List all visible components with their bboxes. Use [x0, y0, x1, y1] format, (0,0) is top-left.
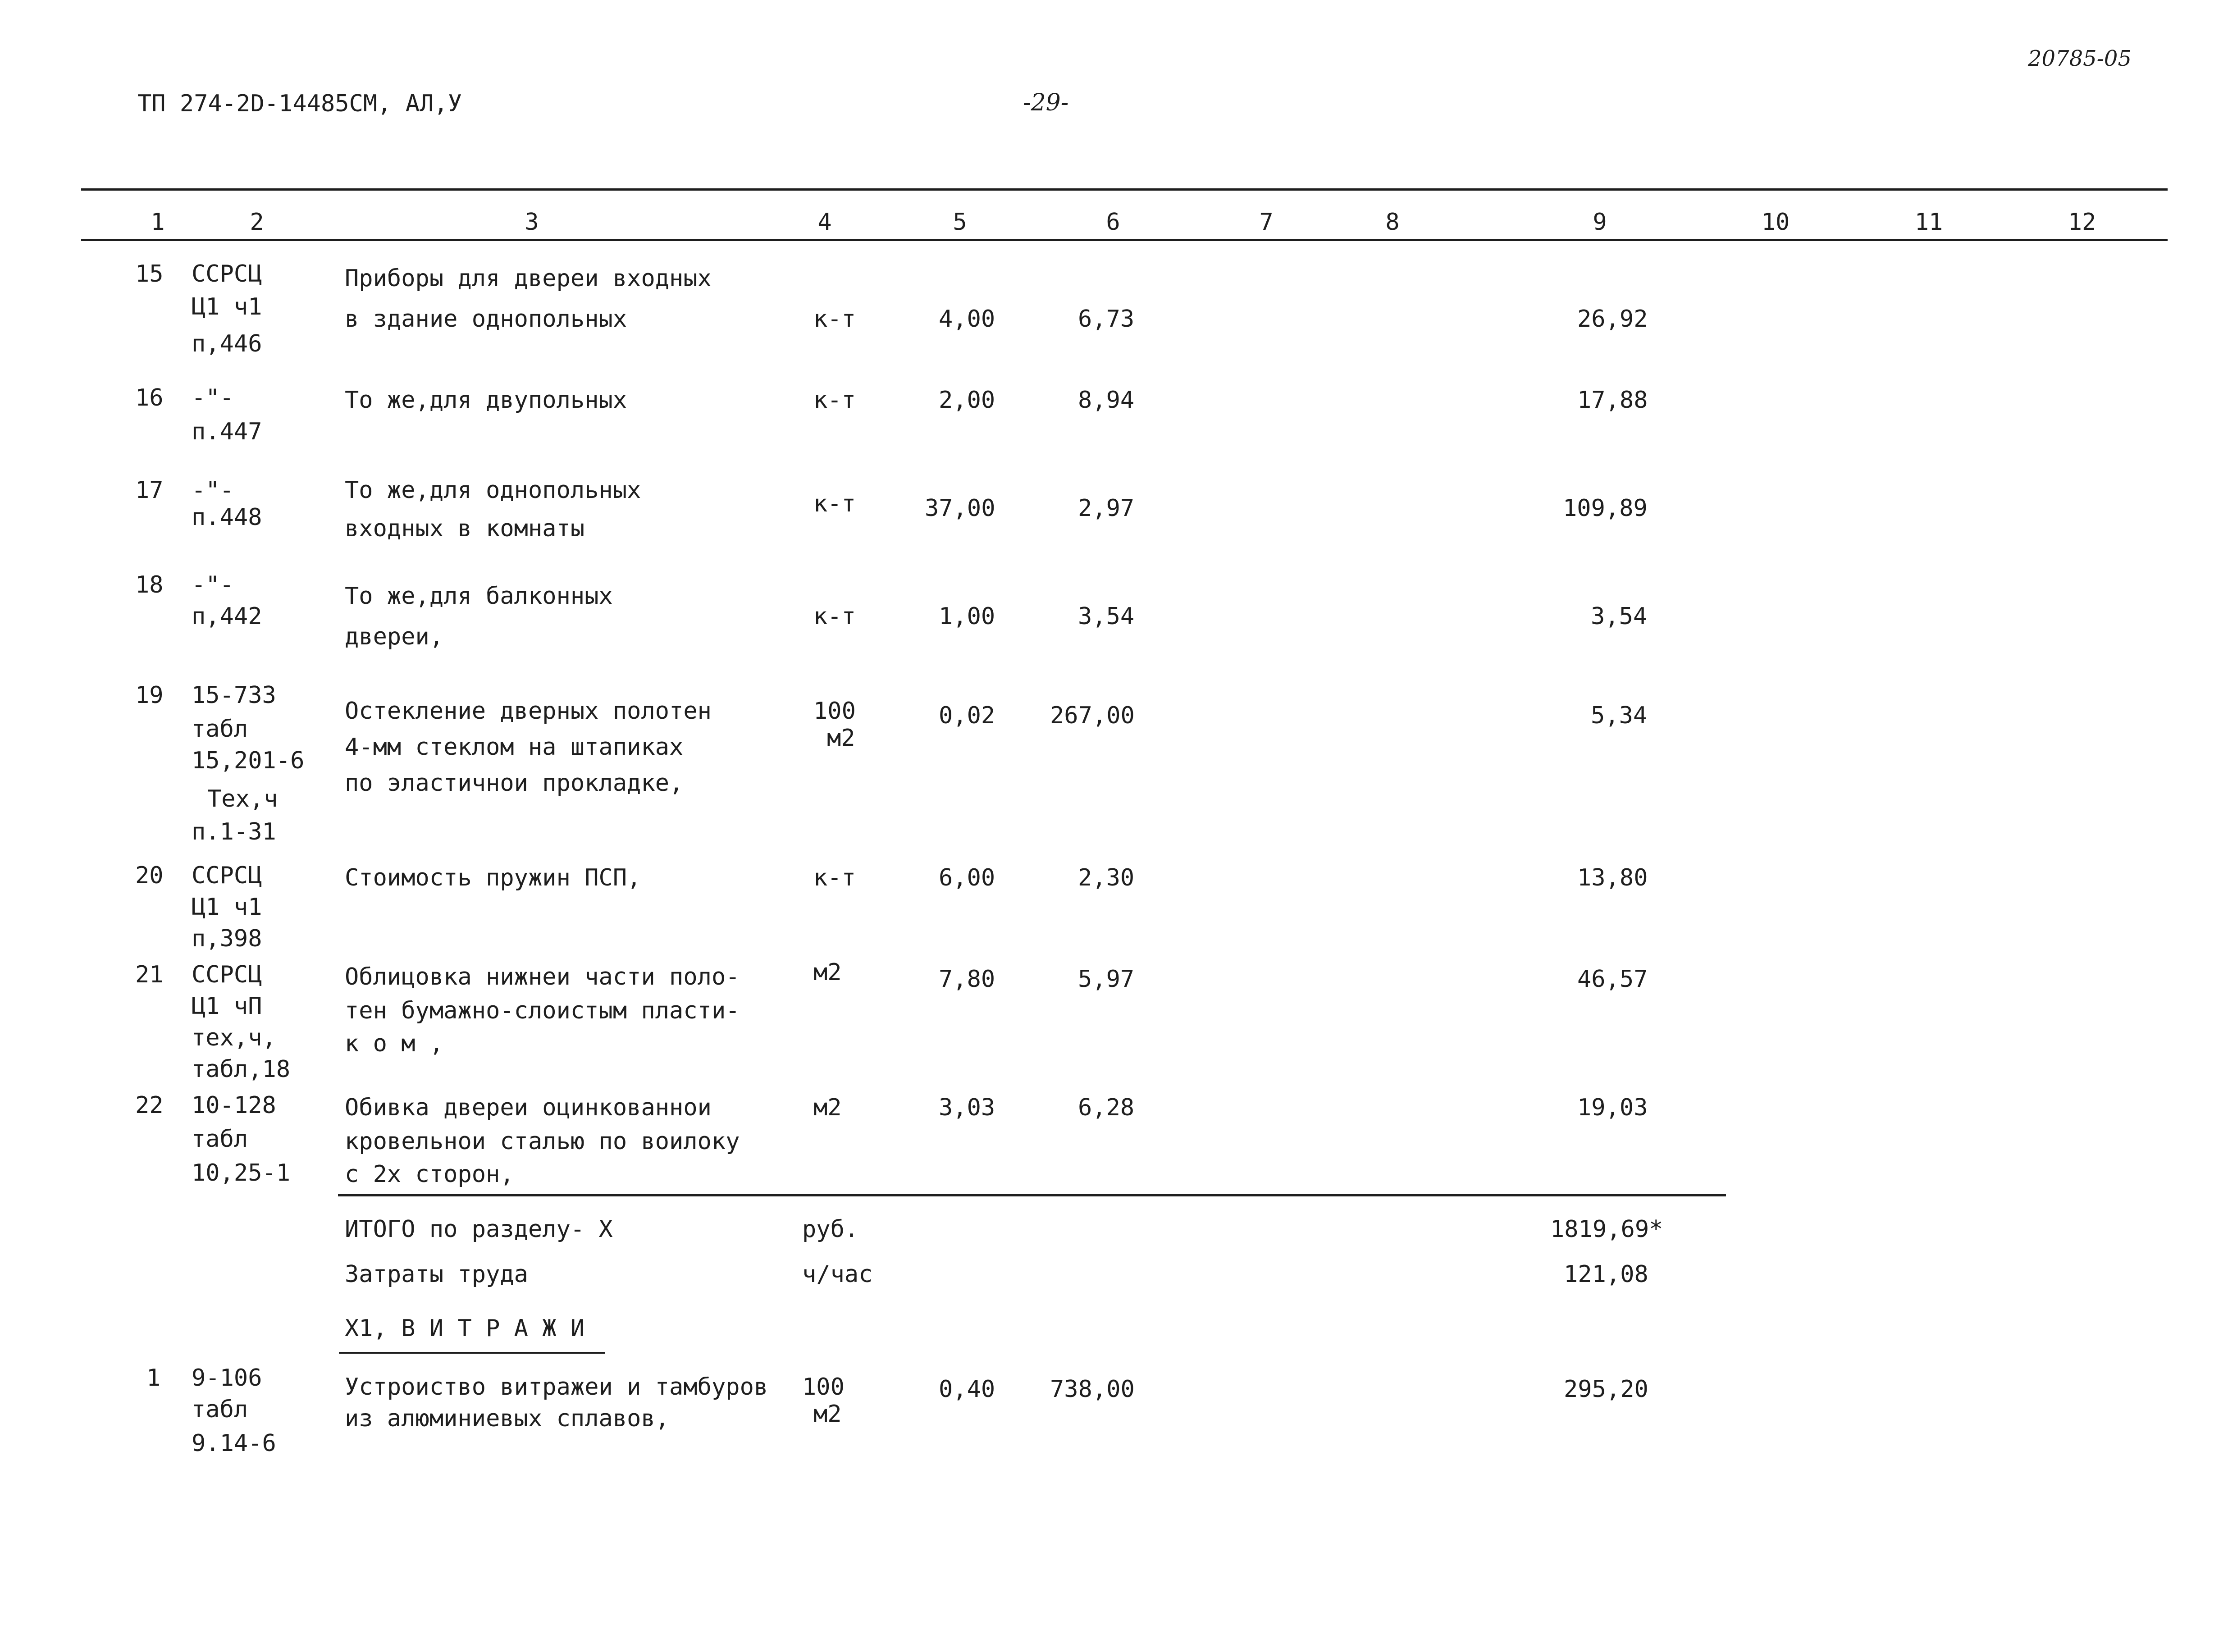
total-cost: 13,80	[1577, 864, 1648, 891]
column-number: 11	[1914, 209, 1943, 236]
column-number: 10	[1761, 209, 1790, 236]
total-cost: 109,89	[1563, 495, 1648, 522]
quantity: 2,00	[939, 387, 995, 414]
reference-line: табл,18	[192, 1056, 291, 1083]
total-cost: 17,88	[1577, 387, 1648, 414]
quantity: 7,80	[939, 966, 995, 993]
reference-line: Ц1 ч1	[192, 293, 262, 320]
column-number: 9	[1593, 209, 1607, 236]
description-line: Приборы для двереи входных	[345, 265, 712, 292]
unit: м2	[827, 725, 855, 752]
reference-line: ССРСЦ	[192, 862, 262, 889]
unit: 100	[813, 698, 856, 725]
description-line: То же,для однопольных	[345, 477, 641, 504]
description-line: к о м ,	[345, 1030, 444, 1057]
unit-price: 2,30	[1078, 864, 1135, 891]
reference-line: ССРСЦ	[192, 961, 262, 988]
row-number: 15	[135, 260, 164, 288]
column-number: 4	[817, 209, 832, 236]
description-line: тен бумажно-слоистым пласти-	[345, 997, 740, 1024]
description-line: Устроиство витражеи и тамбуров	[345, 1374, 768, 1401]
description-line: с 2х сторон,	[345, 1161, 514, 1188]
quantity: 3,03	[939, 1094, 995, 1121]
row-number: 20	[135, 862, 164, 889]
section-heading-underline	[339, 1352, 605, 1354]
column-number: 8	[1385, 209, 1400, 236]
description-line: Остекление дверных полотен	[345, 698, 712, 725]
unit-price: 6,28	[1078, 1094, 1135, 1121]
table-top-rule	[81, 188, 2168, 191]
description-line: Стоимость пружин ПСП,	[345, 864, 641, 891]
reference-line: п.1-31	[192, 818, 276, 845]
unit-price: 267,00	[1050, 702, 1135, 729]
unit: к-т	[813, 490, 856, 517]
section-total-rule	[338, 1194, 1726, 1196]
quantity: 4,00	[939, 306, 995, 333]
unit: к-т	[813, 306, 856, 333]
total-cost: 46,57	[1577, 966, 1648, 993]
unit-price: 2,97	[1078, 495, 1135, 522]
column-number: 12	[2068, 209, 2096, 236]
description-line: 4-мм стеклом на штапиках	[345, 734, 684, 761]
unit: м2	[813, 1094, 842, 1121]
description-line: из алюминиевых сплавов,	[345, 1405, 670, 1432]
reference-line: табл	[192, 716, 248, 743]
reference-line: -"-	[192, 571, 234, 598]
archive-number: 20785-05	[2028, 46, 2132, 71]
labor-value: 121,08	[1564, 1261, 1648, 1288]
description-line: в здание однопольных	[345, 306, 627, 333]
total-label: ИТОГО по разделу- Х	[345, 1216, 613, 1243]
reference-line: п,398	[192, 925, 262, 952]
unit: м2	[813, 1401, 842, 1428]
document-code: ТП 274-2D-14485СМ, АЛ,У	[137, 90, 462, 117]
reference-line: 10-128	[192, 1092, 276, 1119]
quantity: 37,00	[925, 495, 995, 522]
row-number: 19	[135, 682, 164, 709]
description-line: Обивка двереи оцинкованнои	[345, 1094, 712, 1121]
row-number: 16	[135, 384, 164, 411]
description-line: Облицовка нижнеи части поло-	[345, 963, 740, 990]
reference-line: табл	[192, 1126, 248, 1153]
description-line: входных в комнаты	[345, 515, 585, 542]
reference-line: -"-	[192, 384, 234, 411]
unit: м2	[813, 959, 842, 986]
quantity: 0,02	[939, 702, 995, 729]
reference-line: п,446	[192, 330, 262, 357]
description-line: То же,для балконных	[345, 583, 613, 610]
column-number: 3	[525, 209, 539, 236]
row-number: 22	[135, 1092, 164, 1119]
total-cost: 5,34	[1591, 702, 1648, 729]
reference-line: Тех,ч	[207, 785, 278, 812]
unit: к-т	[813, 864, 856, 891]
reference-line: 9.14-6	[192, 1430, 276, 1457]
column-number: 5	[953, 209, 967, 236]
column-number: 7	[1259, 209, 1274, 236]
unit-price: 5,97	[1078, 966, 1135, 993]
description-line: по эластичнои прокладке,	[345, 770, 684, 797]
quantity: 6,00	[939, 864, 995, 891]
column-number: 2	[250, 209, 264, 236]
quantity: 1,00	[939, 603, 995, 630]
reference-line: п,442	[192, 603, 262, 630]
reference-line: Ц1 чП	[192, 993, 262, 1020]
row-number: 17	[135, 477, 164, 504]
section-heading: Х1, В И Т Р А Ж И	[345, 1315, 585, 1342]
column-number: 6	[1106, 209, 1120, 236]
quantity: 0,40	[939, 1376, 995, 1403]
unit-price: 8,94	[1078, 387, 1135, 414]
total-cost: 3,54	[1591, 603, 1648, 630]
reference-line: ССРСЦ	[192, 260, 262, 288]
row-number: 1	[146, 1364, 161, 1392]
description-line: То же,для двупольных	[345, 387, 627, 414]
page-number: -29-	[1023, 89, 1069, 116]
reference-line: -"-	[192, 477, 234, 504]
reference-line: 15,201-6	[192, 747, 305, 774]
reference-line: п.448	[192, 504, 262, 531]
unit: к-т	[813, 387, 856, 414]
unit-price: 6,73	[1078, 306, 1135, 333]
row-number: 18	[135, 571, 164, 598]
total-cost: 295,20	[1564, 1376, 1648, 1403]
unit: 100	[802, 1374, 845, 1401]
total-cost: 19,03	[1577, 1094, 1648, 1121]
unit-price: 738,00	[1050, 1376, 1135, 1403]
row-number: 21	[135, 961, 164, 988]
column-number: 1	[151, 209, 165, 236]
reference-line: тех,ч,	[192, 1024, 276, 1051]
reference-line: табл	[192, 1396, 248, 1423]
unit: к-т	[813, 603, 856, 630]
total-cost: 26,92	[1577, 306, 1648, 333]
reference-line: п.447	[192, 418, 262, 445]
total-value: 1819,69*	[1550, 1216, 1663, 1243]
reference-line: Ц1 ч1	[192, 894, 262, 921]
reference-line: 15-733	[192, 682, 276, 709]
unit-price: 3,54	[1078, 603, 1135, 630]
description-line: кровельнои сталью по воилоку	[345, 1128, 740, 1155]
labor-unit: ч/час	[802, 1261, 873, 1288]
description-line: двереи,	[345, 623, 444, 650]
reference-line: 10,25-1	[192, 1159, 291, 1187]
labor-label: Затраты труда	[345, 1261, 528, 1288]
reference-line: 9-106	[192, 1364, 262, 1392]
total-unit: руб.	[802, 1216, 859, 1243]
